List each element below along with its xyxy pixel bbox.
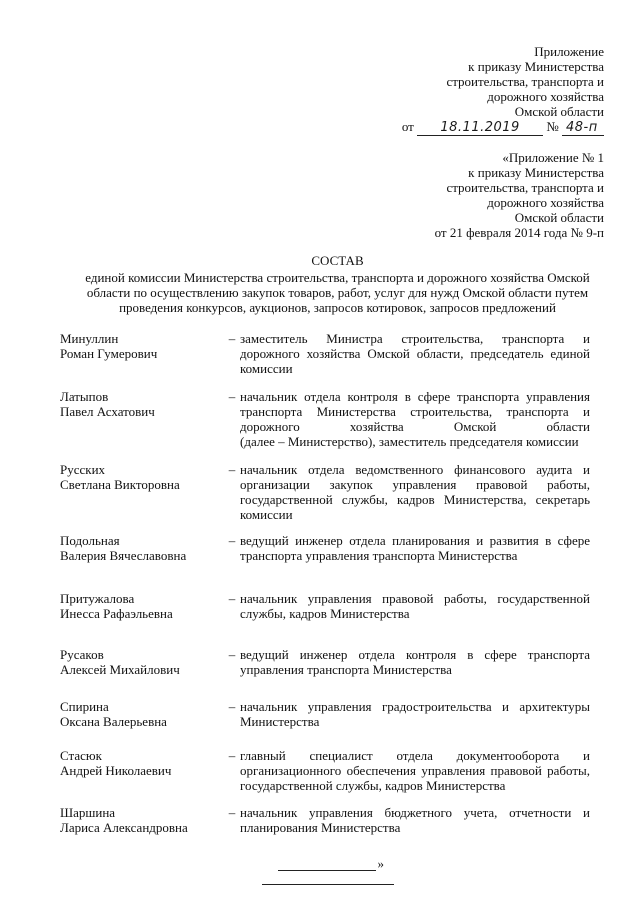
appendix1-line: строительства, транспорта и <box>446 180 604 195</box>
role-line: дорожного хозяйства Омской области <box>240 419 590 434</box>
member-name <box>60 462 220 492</box>
member-given-name: Алексей Михайлович <box>60 662 180 677</box>
member-role <box>240 462 590 522</box>
role-line: начальник управления правовой работы, государственной <box>240 591 590 606</box>
dash: – <box>228 647 236 662</box>
member-role <box>240 805 590 835</box>
role-line: заместитель Министра строительства, транспорта и <box>240 331 590 346</box>
appendix1-line: Омской области <box>514 210 604 225</box>
role-line: организации закупок управления правовой работы, <box>240 477 590 492</box>
member-surname: Латыпов <box>60 389 109 404</box>
dash: – <box>228 533 236 548</box>
role-line: управления транспорта Министерства <box>240 662 452 677</box>
member-given-name: Андрей Николаевич <box>60 763 172 778</box>
member-role <box>240 389 590 449</box>
member-given-name: Светлана Викторовна <box>60 477 180 492</box>
member-surname: Притужалова <box>60 591 135 606</box>
subtitle-line: проведения конкурсов, аукционов, запросов котировок, запросов предложений <box>119 300 556 315</box>
member-given-name: Инесса Рафаэльевна <box>60 606 173 621</box>
document-title: СОСТАВ <box>311 253 364 268</box>
role-line: ведущий инженер отдела контроля в сфере транспорта <box>240 647 590 662</box>
member-given-name: Оксана Валерьевна <box>60 714 167 729</box>
role-line: комиссии <box>240 361 293 376</box>
member-surname: Минуллин <box>60 331 119 346</box>
appendix1-line: к приказу Министерства <box>468 165 604 180</box>
appendix-line: строительства, транспорта и <box>446 74 604 89</box>
member-surname: Русаков <box>60 647 104 662</box>
member-surname: Стасюк <box>60 748 102 763</box>
member-given-name: Павел Асхатович <box>60 404 155 419</box>
order-line <box>304 119 604 136</box>
member-name <box>60 805 220 835</box>
appendix1-header <box>304 150 604 240</box>
member-role <box>240 748 590 793</box>
member-role <box>240 591 590 621</box>
dash: – <box>228 462 236 477</box>
appendix-line: дорожного хозяйства <box>487 89 604 104</box>
role-line: планирования Министерства <box>240 820 401 835</box>
member-name <box>60 699 220 729</box>
member-given-name: Роман Гумерович <box>60 346 158 361</box>
appendix1-line: «Приложение № 1 <box>502 150 604 165</box>
appendix-line: Приложение <box>534 44 604 59</box>
member-role <box>240 647 590 677</box>
role-line: (далее – Министерство), заместитель председателя комиссии <box>240 434 579 449</box>
member-role <box>240 331 590 376</box>
member-role <box>240 533 590 563</box>
subtitle-line: единой комиссии Министерства строительства, транспорта и дорожного хозяйства Омской <box>85 270 590 285</box>
appendix1-line: дорожного хозяйства <box>487 195 604 210</box>
member-name <box>60 591 220 621</box>
number-label: № <box>546 119 559 134</box>
member-given-name: Лариса Александровна <box>60 820 188 835</box>
member-surname: Подольная <box>60 533 120 548</box>
order-date: 18.11.2019 <box>417 120 543 136</box>
member-name <box>60 533 220 563</box>
member-role <box>240 699 590 729</box>
appendix-line: к приказу Министерства <box>468 59 604 74</box>
document-title-block <box>60 253 615 315</box>
dash: – <box>228 389 236 404</box>
appendix-line: Омской области <box>514 104 604 119</box>
dash: – <box>228 331 236 346</box>
role-line: Министерства <box>240 714 320 729</box>
member-given-name: Валерия Вячеславовна <box>60 548 187 563</box>
closing-quote: » <box>377 856 384 871</box>
role-line: государственной службы, кадров Министерства <box>240 778 506 793</box>
dash: – <box>228 591 236 606</box>
dash: – <box>228 805 236 820</box>
dash: – <box>228 748 236 763</box>
member-surname: Спирина <box>60 699 109 714</box>
end-divider <box>262 884 394 885</box>
role-line: главный специалист отдела документооборота и <box>240 748 590 763</box>
role-line: комиссии <box>240 507 293 522</box>
member-name <box>60 748 220 778</box>
role-line: ведущий инженер отдела планирования и развития в сфере <box>240 533 590 548</box>
dash: – <box>228 699 236 714</box>
appendix1-line: от 21 февраля 2014 года № 9-п <box>434 225 604 240</box>
member-surname: Русских <box>60 462 106 477</box>
role-line: транспорта Министерства строительства, транспорта и <box>240 404 590 419</box>
member-name <box>60 647 220 677</box>
order-number: 48-п <box>562 120 604 136</box>
member-name <box>60 331 220 361</box>
role-line: государственной службы, кадров Министерства, секретарь <box>240 492 590 507</box>
closing-line <box>278 856 384 871</box>
role-line: начальник отдела ведомственного финансового аудита и <box>240 462 590 477</box>
member-name <box>60 389 220 419</box>
appendix-header <box>304 44 604 136</box>
role-line: транспорта управления транспорта Министерства <box>240 548 518 563</box>
role-line: службы, кадров Министерства <box>240 606 410 621</box>
role-line: начальник управления градостроительства и архитектуры <box>240 699 590 714</box>
role-line: дорожного хозяйства Омской области, председатель единой <box>240 346 590 361</box>
subtitle-line: области по осуществлению закупок товаров, работ, услуг для нужд Омской области путем <box>86 285 589 300</box>
role-line: начальник управления бюджетного учета, отчетности и <box>240 805 590 820</box>
member-surname: Шаршина <box>60 805 116 820</box>
role-line: организационного обеспечения управления правовой работы, <box>240 763 590 778</box>
role-line: начальник отдела контроля в сфере транспорта управления <box>240 389 590 404</box>
from-label: от <box>401 119 414 134</box>
